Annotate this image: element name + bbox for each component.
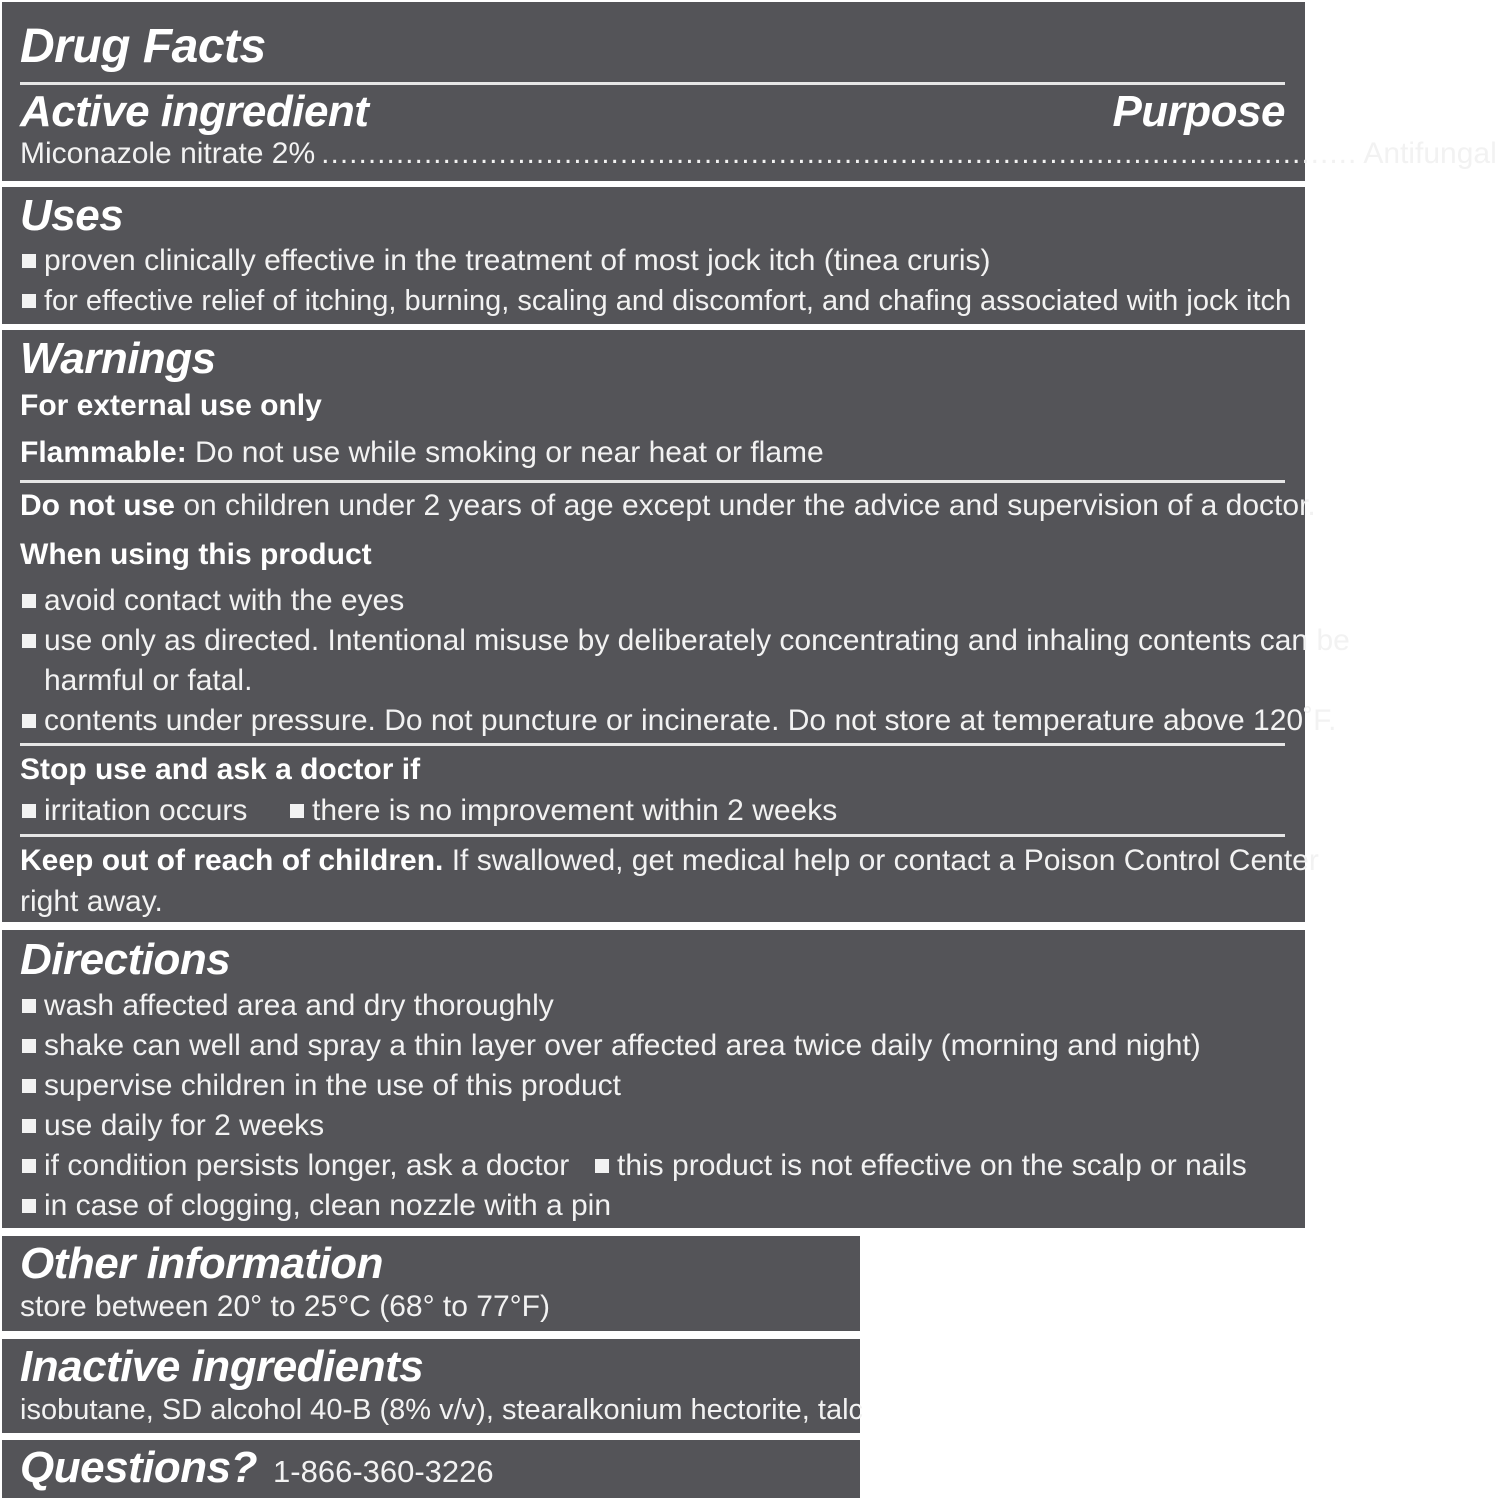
bullet-icon: [595, 1159, 609, 1173]
list-item: use only as directed. Intentional misuse by deliberately concentrating and inhaling contents can be: [20, 621, 1285, 661]
active-ingredient-heading: Active ingredient: [20, 87, 369, 136]
uses-panel: [2, 187, 1305, 324]
directions-panel: [2, 930, 1305, 1228]
do-not-use-warning: Do not use on children under 2 years of age except under the advice and supervision of a doctor.: [20, 489, 1316, 522]
active-ingredient-name: Miconazole nitrate 2%: [20, 137, 316, 170]
warnings-panel: [2, 330, 1350, 922]
bullet-icon: [22, 714, 36, 728]
list-item-continued: harmful or fatal.: [44, 664, 253, 697]
bullet-icon: [22, 1119, 36, 1133]
bullet-icon: [22, 634, 36, 648]
when-using-heading: When using this product: [20, 538, 372, 571]
inactive-ingredients-text: isobutane, SD alcohol 40-B (8% v/v), stearalkonium hectorite, talc: [20, 1394, 864, 1426]
bullet-icon: [22, 1079, 36, 1093]
uses-heading: Uses: [20, 191, 124, 240]
list-item: supervise children in the use of this product: [20, 1066, 1285, 1106]
list-item: use daily for 2 weeks: [20, 1106, 1285, 1146]
bullet-icon: [22, 804, 36, 818]
list-item: avoid contact with the eyes: [20, 581, 1285, 621]
questions-heading: Questions?: [20, 1443, 258, 1492]
list-item: shake can well and spray a thin layer over affected area twice daily (morning and night): [20, 1026, 1285, 1066]
list-item: in case of clogging, clean nozzle with a pin: [20, 1186, 1285, 1226]
bullet-icon: [22, 1199, 36, 1213]
directions-row: [20, 1146, 1285, 1186]
phone-number: 1-866-360-3226: [273, 1454, 494, 1489]
keep-out-warning: Keep out of reach of children. If swallowed, get medical help or contact a Poison Control Center: [20, 844, 1319, 877]
purpose-value: Antifungal: [1363, 137, 1497, 170]
bullet-icon: [290, 804, 304, 818]
bullet-icon: [22, 1159, 36, 1173]
questions-panel: [2, 1440, 860, 1498]
inactive-ingredients-heading: Inactive ingredients: [20, 1342, 424, 1391]
bullet-icon: [22, 294, 36, 308]
list-item: there is no improvement within 2 weeks: [288, 794, 837, 828]
keep-out-warning-continued: right away.: [20, 885, 163, 918]
other-information-panel: [2, 1236, 860, 1331]
purpose-heading: Purpose: [1112, 87, 1285, 136]
list-item: contents under pressure. Do not puncture or incinerate. Do not store at temperature above 120˚F.: [20, 701, 1285, 741]
flammable-warning: Flammable: Do not use while smoking or near heat or flame: [20, 436, 824, 469]
stop-use-items: [20, 794, 1285, 828]
leader-dots: ...............................................................................................................: [321, 137, 1358, 170]
divider: [20, 82, 1285, 85]
list-item: proven clinically effective in the treatment of most jock itch (tinea cruris): [20, 241, 1285, 281]
list-item: this product is not effective on the scalp or nails: [593, 1146, 1247, 1186]
bullet-icon: [22, 1039, 36, 1053]
list-item: irritation occurs: [20, 794, 288, 828]
other-information-heading: Other information: [20, 1239, 384, 1288]
bullet-icon: [22, 594, 36, 608]
list-item: for effective relief of itching, burning, scaling and discomfort, and chafing associated with jock itch: [20, 281, 1285, 321]
bullet-icon: [22, 999, 36, 1013]
stop-use-heading: Stop use and ask a doctor if: [20, 753, 421, 786]
drug-facts-panel: [2, 2, 1497, 181]
warnings-heading: Warnings: [20, 334, 216, 383]
list-item: if condition persists longer, ask a doctor: [20, 1146, 593, 1186]
list-item: wash affected area and dry thoroughly: [20, 986, 1285, 1026]
page-title: Drug Facts: [20, 20, 266, 73]
external-use-text: For external use only: [20, 389, 322, 422]
inactive-ingredients-panel: [2, 1339, 864, 1433]
bullet-icon: [22, 254, 36, 268]
storage-text: store between 20° to 25°C (68° to 77°F): [20, 1290, 550, 1323]
directions-heading: Directions: [20, 935, 231, 984]
